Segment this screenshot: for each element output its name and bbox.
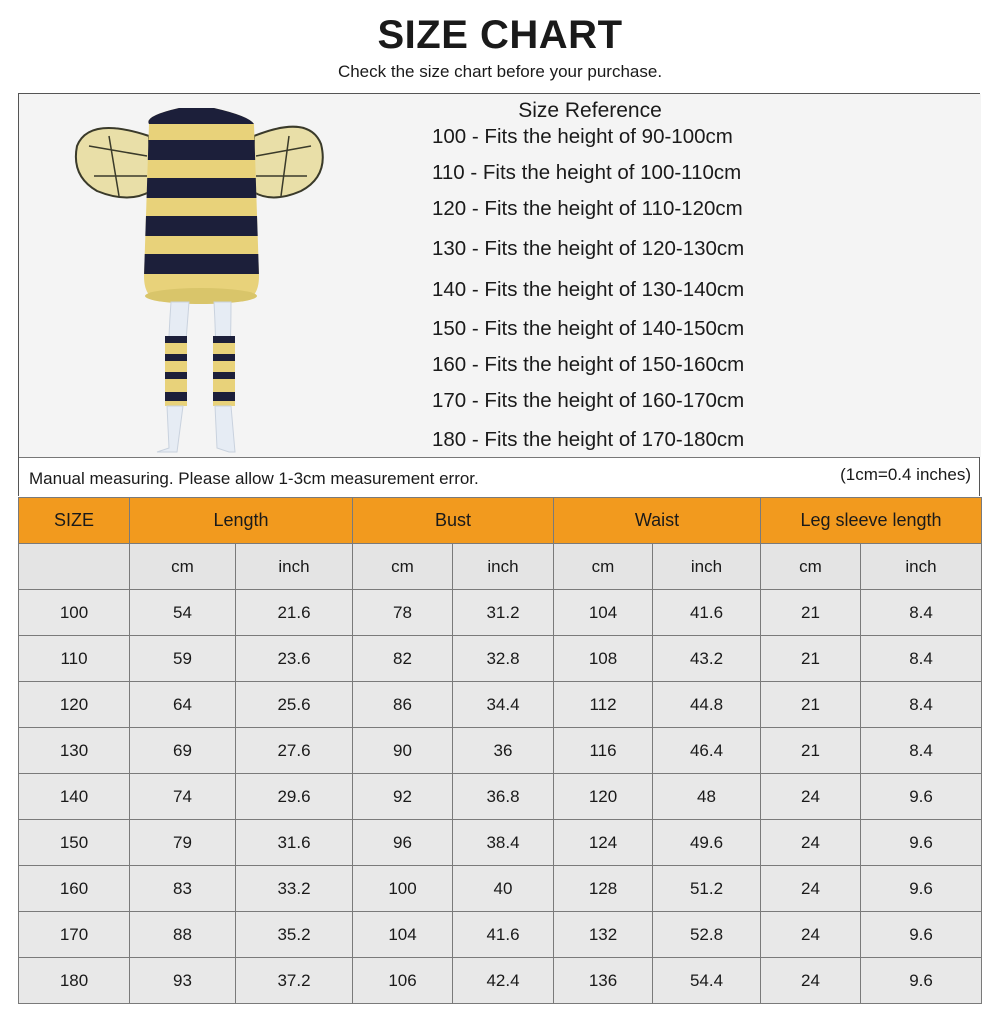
value-cell: 21 (761, 636, 861, 682)
unit-cell: inch (653, 544, 761, 590)
value-cell: 116 (554, 728, 653, 774)
value-cell: 9.6 (861, 958, 982, 1004)
size-cell: 120 (19, 682, 130, 728)
size-cell: 170 (19, 912, 130, 958)
header-waist: Waist (554, 498, 761, 544)
value-cell: 46.4 (653, 728, 761, 774)
page-title: SIZE CHART (377, 13, 623, 57)
value-cell: 124 (554, 820, 653, 866)
header-bust: Bust (353, 498, 554, 544)
value-cell: 136 (554, 958, 653, 1004)
value-cell: 40 (453, 866, 554, 912)
value-cell: 24 (761, 820, 861, 866)
value-cell: 69 (130, 728, 236, 774)
header-size: SIZE (19, 498, 130, 544)
value-cell: 90 (353, 728, 453, 774)
value-cell: 34.4 (453, 682, 554, 728)
right-wing (252, 127, 323, 198)
measurement-note-row (19, 457, 979, 497)
value-cell: 108 (554, 636, 653, 682)
header-leg-sleeve-length: Leg sleeve length (761, 498, 982, 544)
value-cell: 86 (353, 682, 453, 728)
unit-cell: cm (554, 544, 653, 590)
value-cell: 24 (761, 774, 861, 820)
value-cell: 104 (353, 912, 453, 958)
value-cell: 31.2 (453, 590, 554, 636)
value-cell: 104 (554, 590, 653, 636)
value-cell: 9.6 (861, 774, 982, 820)
value-cell: 24 (761, 912, 861, 958)
value-cell: 52.8 (653, 912, 761, 958)
value-cell: 132 (554, 912, 653, 958)
table-header-row (19, 498, 982, 544)
value-cell: 23.6 (236, 636, 353, 682)
leg-sleeves (165, 336, 235, 406)
size-cell: 110 (19, 636, 130, 682)
value-cell: 21 (761, 728, 861, 774)
size-cell: 150 (19, 820, 130, 866)
value-cell: 54 (130, 590, 236, 636)
size-reference-line: 150 - Fits the height of 140-150cm (432, 317, 745, 340)
value-cell: 8.4 (861, 590, 982, 636)
value-cell: 29.6 (236, 774, 353, 820)
value-cell: 36 (453, 728, 554, 774)
size-reference-line: 100 - Fits the height of 90-100cm (432, 125, 733, 148)
table-row (19, 958, 982, 1004)
unit-cell: cm (353, 544, 453, 590)
value-cell: 64 (130, 682, 236, 728)
size-reference-line: 140 - Fits the height of 130-140cm (432, 278, 745, 301)
table-row (19, 636, 982, 682)
value-cell: 32.8 (453, 636, 554, 682)
value-cell: 27.6 (236, 728, 353, 774)
bee-costume-photo (49, 96, 349, 456)
value-cell: 25.6 (236, 682, 353, 728)
page-subtitle: Check the size chart before your purchase. (337, 62, 663, 81)
value-cell: 92 (353, 774, 453, 820)
value-cell: 31.6 (236, 820, 353, 866)
value-cell: 21 (761, 682, 861, 728)
value-cell: 9.6 (861, 866, 982, 912)
value-cell: 24 (761, 866, 861, 912)
table-row (19, 590, 982, 636)
value-cell: 78 (353, 590, 453, 636)
value-cell: 41.6 (653, 590, 761, 636)
unit-cell: cm (130, 544, 236, 590)
table-row (19, 820, 982, 866)
value-cell: 82 (353, 636, 453, 682)
value-cell: 9.6 (861, 820, 982, 866)
value-cell: 33.2 (236, 866, 353, 912)
table-row (19, 728, 982, 774)
value-cell: 49.6 (653, 820, 761, 866)
value-cell: 93 (130, 958, 236, 1004)
value-cell: 43.2 (653, 636, 761, 682)
value-cell: 120 (554, 774, 653, 820)
value-cell: 44.8 (653, 682, 761, 728)
unit-cell: inch (236, 544, 353, 590)
value-cell: 42.4 (453, 958, 554, 1004)
value-cell: 48 (653, 774, 761, 820)
table-unit-row (19, 544, 982, 590)
size-reference-line: 180 - Fits the height of 170-180cm (432, 428, 745, 451)
value-cell: 9.6 (861, 912, 982, 958)
table-row (19, 774, 982, 820)
size-reference-line: 120 - Fits the height of 110-120cm (432, 197, 743, 220)
value-cell: 96 (353, 820, 453, 866)
value-cell: 37.2 (236, 958, 353, 1004)
size-reference-line: 160 - Fits the height of 150-160cm (432, 353, 745, 376)
size-reference-heading: Size Reference (518, 99, 662, 122)
header-length: Length (130, 498, 353, 544)
unit-cell-empty (19, 544, 130, 590)
value-cell: 35.2 (236, 912, 353, 958)
measurement-error-note: Manual measuring. Please allow 1-3cm measurement error. (29, 469, 479, 488)
value-cell: 128 (554, 866, 653, 912)
product-photo-area (19, 94, 981, 457)
size-cell: 140 (19, 774, 130, 820)
size-table (18, 497, 982, 1004)
table-row (19, 866, 982, 912)
value-cell: 41.6 (453, 912, 554, 958)
value-cell: 21 (761, 590, 861, 636)
value-cell: 74 (130, 774, 236, 820)
size-reference-line: 110 - Fits the height of 100-110cm (432, 161, 742, 184)
unit-conversion-note: (1cm=0.4 inches) (840, 465, 971, 484)
value-cell: 8.4 (861, 636, 982, 682)
size-cell: 180 (19, 958, 130, 1004)
table-row (19, 912, 982, 958)
table-row (19, 682, 982, 728)
value-cell: 54.4 (653, 958, 761, 1004)
value-cell: 8.4 (861, 682, 982, 728)
value-cell: 83 (130, 866, 236, 912)
size-reference-line: 170 - Fits the height of 160-170cm (432, 389, 745, 412)
value-cell: 106 (353, 958, 453, 1004)
size-cell: 130 (19, 728, 130, 774)
size-cell: 160 (19, 866, 130, 912)
value-cell: 51.2 (653, 866, 761, 912)
unit-cell: inch (861, 544, 982, 590)
value-cell: 100 (353, 866, 453, 912)
unit-cell: cm (761, 544, 861, 590)
unit-cell: inch (453, 544, 554, 590)
value-cell: 21.6 (236, 590, 353, 636)
value-cell: 88 (130, 912, 236, 958)
size-reference-panel (18, 93, 980, 496)
value-cell: 79 (130, 820, 236, 866)
left-wing (76, 128, 151, 198)
value-cell: 8.4 (861, 728, 982, 774)
value-cell: 112 (554, 682, 653, 728)
value-cell: 38.4 (453, 820, 554, 866)
size-cell: 100 (19, 590, 130, 636)
value-cell: 59 (130, 636, 236, 682)
value-cell: 36.8 (453, 774, 554, 820)
size-reference-line: 130 - Fits the height of 120-130cm (432, 237, 745, 260)
value-cell: 24 (761, 958, 861, 1004)
